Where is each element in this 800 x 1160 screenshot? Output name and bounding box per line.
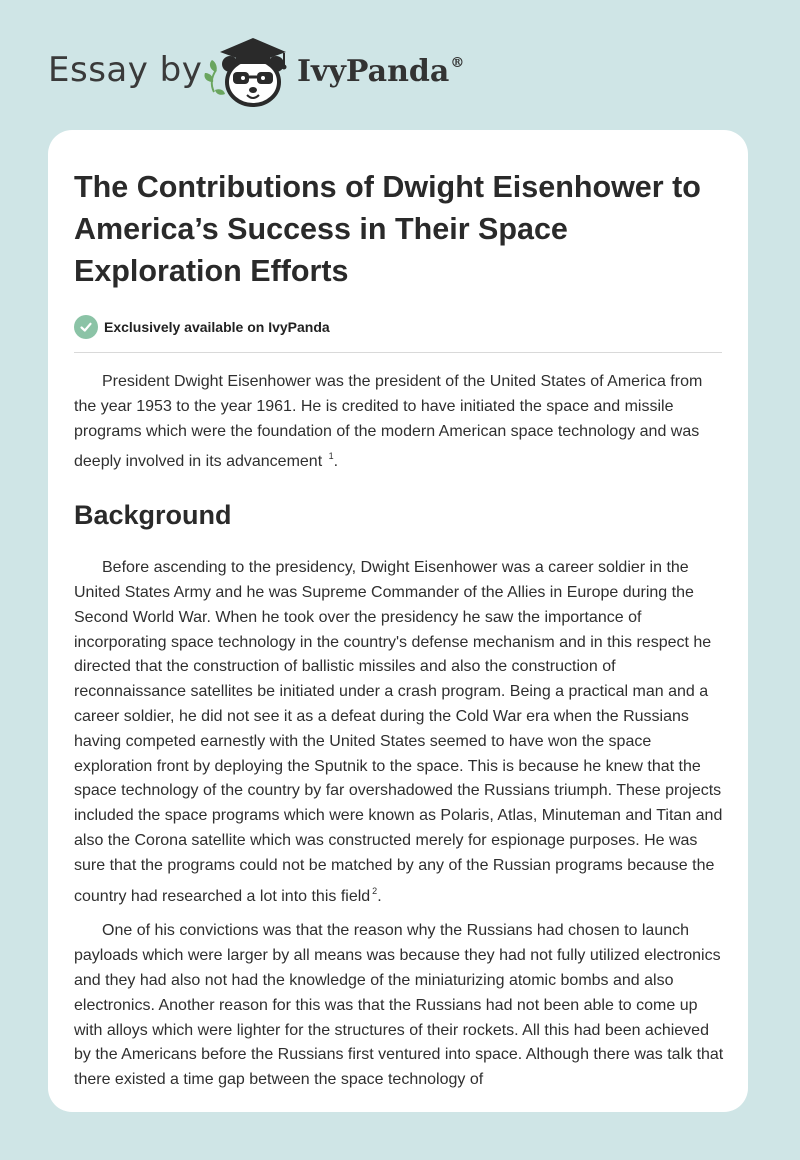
divider [74, 352, 722, 353]
paragraph-text: Before ascending to the presidency, Dwight Eisenhower was a career soldier in the United States Army and he was Supreme Commander of the Allies in Europe during the Second World War. When he took over the presidency he saw the importance of incorporating space technology in the country's defense mechanism and in this respect he directed that the construction of ballistic missiles and also the construction of reconnaissance satellites be initiated under a crash program. Being a practical man and a career soldier, he did not see it as a defeat during the Cold War era when the Russians having competed earnestly with the United States seemed to have won the space exploration front by deploying the Sputnik to the space. This is because he knew that the space technology of the country by far overshadowed the Russians triumph. These projects included the space programs which were known as Polaris, Atlas, Minuteman and Titan and also the Corona satellite which was constructed merely for espionage purposes. He was sure that the programs could not be matched by any of the Russian programs because the country had researched a lot into this field [74, 559, 723, 905]
footnote-ref[interactable]: 2 [372, 885, 378, 896]
paragraph-text: One of his convictions was that the reason why the Russians had chosen to launch payloads which were larger by all means was because they had not fully utilized electronics and they had also not had the knowledge of the miniaturizing atomic bombs and also electronics. Another reason for this was that the Russians had not been able to come up with alloys which were lighter for the structures of their rockets. All this had been achieved by the Americans before the Russians first ventured into space. Although there was talk that there existed a time gap between the space technology of [74, 922, 724, 1089]
essay-title: The Contributions of Dwight Eisenhower to America’s Success in Their Space Exploration Efforts [74, 170, 701, 288]
exclusive-badge-text: Exclusively available on IvyPanda [104, 319, 330, 335]
exclusive-badge [74, 314, 722, 340]
paragraph-intro [74, 370, 726, 475]
check-circle-icon [74, 315, 98, 339]
paragraph-convictions [74, 919, 726, 1093]
section-heading-background: Background [74, 500, 232, 531]
paragraph-end: . [377, 887, 382, 905]
paragraph-end: . [333, 453, 339, 471]
paragraph-background [74, 556, 726, 909]
registered-mark: ® [450, 55, 465, 71]
site-header [0, 0, 800, 130]
essay-by-label: Essay by [48, 50, 203, 90]
footnote-ref[interactable]: 1 [328, 451, 334, 462]
paragraph-text: President Dwight Eisenhower was the president of the United States of America from the year 1953 to the year 1961. He is credited to have initiated the space and missile programs which were the foundation of the modern American space technology and was deeply involved in its advancement [74, 373, 703, 471]
brand-name[interactable] [297, 54, 464, 89]
ivypanda-logo-mark[interactable] [200, 34, 296, 108]
essay-card [48, 130, 748, 1112]
brand-text: IvyPanda [297, 54, 450, 89]
